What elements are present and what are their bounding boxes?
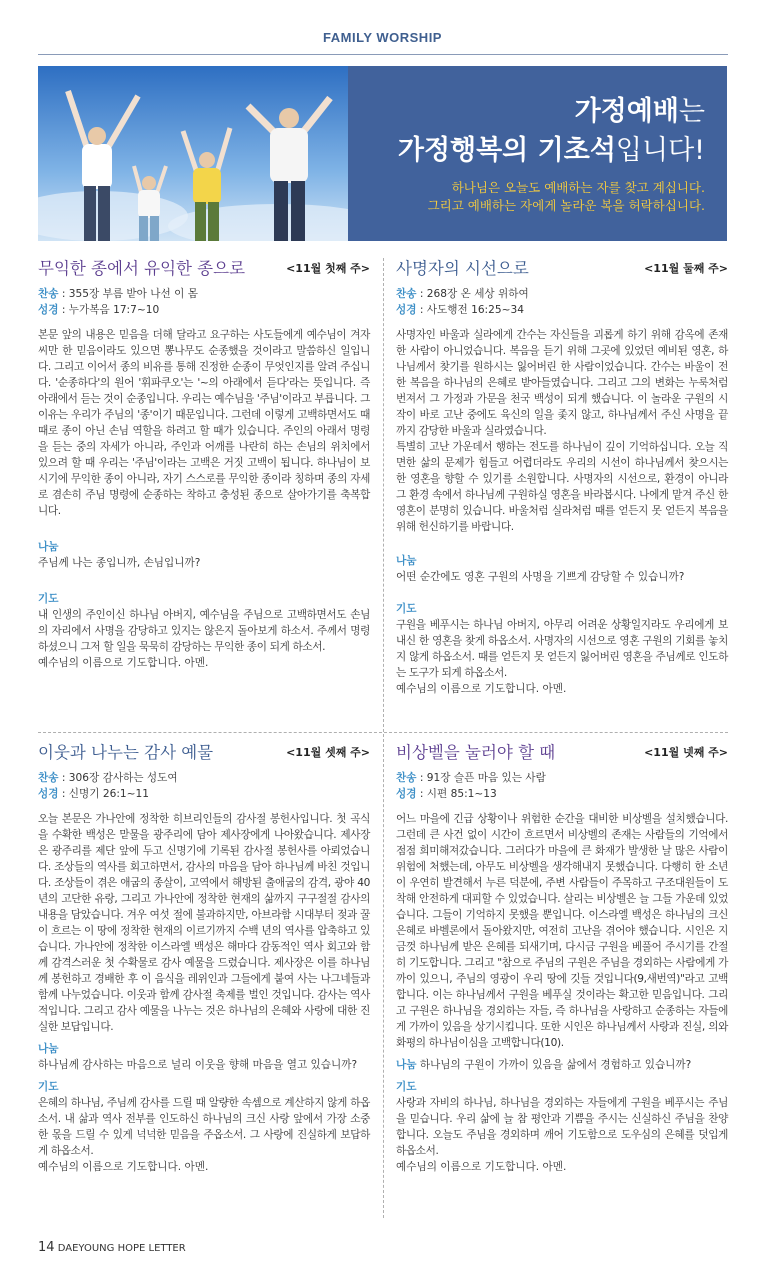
sermon-body: 오늘 본문은 가나안에 정착한 히브리인들의 감사절 봉헌사입니다. 첫 곡식을 수확한 백성은 맏물을 광주리에 담아 제사장에게 나아왔습니다. 제사장은 광주리를 제단 앞에 두고 신명기에 기록된 감사절 봉헌사를 아뢰었습니다. 조상들의 역사를 회고하면서, 감사의 마음을 담아 하나님께 바친 것입니다. 조상들이 겪은 애굽의 종살이, 고역에서 해방된 출애굽의 감격, 광야 40년의 고단한 유랑, 그리고 가나안에 정착한 현재의 삶까지 구구절절 감사의 내용을 담았습니다. 겨우 여섯 절에 불과하지만, 아브라함 시대부터 젖과 꿀이 흐르는 이 땅에 정착한 현재의 이르기까지 수백 년의 역사를 압축하고 있습니다. 가나안에 정착한 이스라엘 백성은 해마다 감동적인 역사 회고와 함께 감격스러운 첫 수확물로 감사 예물을 드렸습니다. 제사장은 이를 하나님께 봉헌하고 경배한 후 이 음식을 레위인과 그들에게 붙여 사는 나그네들과 함께 나누었습니다. 이웃과 함께 감사절 축제를 벌인 것입니다. 감사는 역사적입니다. 그리고 감사 예물을 나누는 것은 하나님의 은혜와 사랑에 대한 진실한 보답입니다. <box>38 813 370 1033</box>
prayer-text: 사랑과 자비의 하나님, 하나님을 경외하는 자들에게 구원을 베푸시는 주님을 믿습니다. 우리 삶에 늘 참 평안과 기쁨을 주시는 신실하신 주님을 찬양합니다. 오늘도 주님을 경외하며 깨어 기도함으로 도우심의 은혜를 덧입게 하옵소서. <box>396 1097 728 1157</box>
banner-subtitle-line2: 그리고 예배하는 자에게 놀라운 복을 허락하십니다. <box>427 198 705 213</box>
section-title: 이웃과 나누는 감사 예물 <box>38 743 214 762</box>
banner-subtitle-line1: 하나님은 오늘도 예배하는 자를 찾고 계십니다. <box>451 180 705 195</box>
prayer-heading: 기도 <box>396 1081 417 1093</box>
hymn-line: 찬송 : 306장 감사하는 성도여 <box>38 772 178 784</box>
prayer-closing: 예수님의 이름으로 기도합니다. 아멘. <box>38 657 209 669</box>
sermon-body: 사명자인 바울과 실라에게 간수는 자신들을 괴롭게 하기 위해 감옥에 존재한 사람이 아니었습니다. 복음을 듣기 위해 그곳에 있었던 예비된 영혼, 하나님께서 찾기를 원하시는 잃어버린 한 사람이었습니다. 간수는 바울이 전한 복음을 하나님의 은혜로 받아들였습니다. 그리고 그의 변화는 누룩처럼 번져서 그 가정과 가문을 천국 백성이 되게 했습니다. 이 놀라운 구원의 시작이 바로 고난 중에도 육신의 일을 좇지 않고, 하나님께서 주신 사명을 끝까지 감당한 바울과 실라였습니다. 특별히 고난 가운데서 행하는 전도를 하나님이 깊이 기억하십니다. 오늘 직면한 삶의 문제가 힘들고 어렵더라도 우리의 시선이 하나님께서 찾으시는 한 영혼을 향할 수 있기를 소원합니다. 사명자의 시선으로, 환경이 아니라 그 환경 속에서 하나님께 구원하실 영혼을 바라봅시다. 나에게 맡겨 주신 한 영혼이 분명히 있습니다. 바울처럼 실라처럼 때를 얻든지 못 얻든지 복음을 위해 헌신하기를 바랍니다. <box>396 329 728 533</box>
row-divider <box>38 732 728 733</box>
scripture-line: 성경 : 사도행전 16:25~34 <box>396 304 524 316</box>
footer <box>38 1240 186 1255</box>
prayer-heading: 기도 <box>38 593 59 605</box>
prayer-text: 은혜의 하나님, 주님께 감사를 드릴 때 알량한 속셈으로 계산하지 않게 하옵소서. 내 삶과 역사 전부를 인도하신 하나님의 크신 사랑 앞에서 가장 소중한 몫을 드릴 수 있게 넉넉한 믿음을 주옵소서. 그 사랑에 진실하게 보답하게 하옵소서. <box>38 1097 370 1157</box>
column-divider <box>383 258 384 1218</box>
prayer-closing: 예수님의 이름으로 기도합니다. 아멘. <box>396 1161 567 1173</box>
hymn-line: 찬송 : 268장 온 세상 위하여 <box>396 288 529 300</box>
share-heading: 나눔 <box>38 541 59 553</box>
share-heading: 나눔 <box>38 1043 59 1055</box>
scripture-line: 성경 : 시편 85:1~13 <box>396 788 497 800</box>
share-heading: 나눔 <box>396 555 417 567</box>
share-question: 하나님의 구원이 가까이 있음을 삶에서 경험하고 있습니까? <box>419 1059 692 1071</box>
section-title: 무익한 종에서 유익한 종으로 <box>38 259 246 278</box>
week-label: <11월 넷째 주> <box>644 746 728 759</box>
week-label: <11월 첫째 주> <box>286 262 370 275</box>
sermon-body: 본문 앞의 내용은 믿음을 더해 달라고 요구하는 사도들에게 예수님이 겨자씨만 한 믿음이라도 있으면 뽕나무도 순종했을 것이라고 말씀하신 일입니다. 그리고 이어서 종의 비유를 통해 진정한 순종이 무엇인지를 알려 주십니다. '순종하다'의 원어 '휘파쿠오'는 '~의 아래에서 듣다'라는 뜻입니다. 즉 아래에서 듣는 것이 순종입니다. 우리는 예수님을 '주님'이라고 부릅니다. 그 이유는 우리가 주님의 '종'이기 때문입니다. 그런데 이렇게 고백하면서도 때때로 종이 아닌 손님 역할을 하려고 할 때가 있습니다. 주인의 아래서 명령을 듣는 중의 자세가 아니라, 주인과 어깨를 나란히 하는 손님의 위치에서 있으려 할 때 우리는 '주님'이라는 고백은 거짓 고백이 됩니다. 하나님이 보시기에 무익한 종이 아니라, 자기 스스로를 무익한 종이라 칭하며 종의 자세로 겸손히 주님 명령에 순종하는 착하고 충성된 종으로 살아가기를 축복합니다. <box>38 329 370 517</box>
header-divider <box>38 54 728 55</box>
prayer-heading: 기도 <box>396 603 417 615</box>
prayer-text: 내 인생의 주인이신 하나님 아버지, 예수님을 주님으로 고백하면서도 손님의 자리에서 사명을 감당하고 있지는 않은지 돌아보게 하소서. 주께서 명령하셨으니 그저 할 일을 묵묵히 감당하는 무익한 종이 되게 하소서. <box>38 609 370 653</box>
section-week2 <box>396 258 728 697</box>
section-title: 비상벨을 눌러야 할 때 <box>396 743 556 762</box>
share-heading: 나눔 <box>396 1059 417 1071</box>
hymn-line: 찬송 : 91장 슬픈 마음 있는 사람 <box>396 772 546 784</box>
scripture-line: 성경 : 누가복음 17:7~10 <box>38 304 160 316</box>
week-label: <11월 셋째 주> <box>286 746 370 759</box>
share-question: 어떤 순간에도 영혼 구원의 사명을 기쁘게 감당할 수 있습니까? <box>396 571 685 583</box>
share-line <box>396 1057 728 1073</box>
section-week3 <box>38 742 370 1175</box>
section-week4 <box>396 742 728 1175</box>
section-week1 <box>38 258 370 671</box>
header-title: FAMILY WORSHIP <box>323 30 442 45</box>
prayer-closing: 예수님의 이름으로 기도합니다. 아멘. <box>396 683 567 695</box>
family-photo <box>38 66 348 241</box>
banner-title-line1: 가정예배는 <box>574 96 705 127</box>
sermon-body: 어느 마을에 긴급 상황이나 위험한 순간을 대비한 비상벨을 설치했습니다. 그런데 큰 사건 없이 시간이 흐르면서 비상벨의 존재는 사람들의 기억에서 점점 희미해져갔습니다. 그러다가 마을에 큰 화재가 발생한 날 많은 사람이 위험에 처했는데, 아무도 비상벨을 생각해내지 못했습니다. 다행히 한 소년이 우연히 발견해서 누른 덕분에, 주변 사람들이 주목하고 구조대원들이 도착해 안전하게 대피할 수 있었습니다. 살리는 비상벨은 늘 그들 가운데 있었습니다. 그들이 기억하지 못했을 뿐입니다. 이스라엘 백성은 하나님의 크신 은혜로 바벨론에서 돌아왔지만, 여전히 고난을 겪어야 했습니다. 시인은 지금껏 하나님께 받은 은혜를 되새기며, 다시금 구원을 베풀어 주시기를 간절히 기도합니다. 그리고 "참으로 주님의 구원은 주님을 경외하는 사람에게 가까이 있으니, 주님의 영광이 우리 땅에 깃들 것입니다(9,새번역)"라고 고백합니다. 이는 하나님께서 구원을 베푸실 것이라는 확고한 믿음입니다. 그리고 구원은 하나님을 경외하는 자들, 즉 하나님을 사랑하고 순종하는 자들에게 가까이 있음을 상기시킵니다. 또한 시인은 하나님께서 사랑과 진실, 의와 화평의 하나님이심을 고백합니다(10). <box>396 813 728 1049</box>
scripture-line: 성경 : 신명기 26:1~11 <box>38 788 149 800</box>
share-question: 주님께 나는 종입니까, 손님입니까? <box>38 557 201 569</box>
page-number: 14 <box>38 1240 55 1255</box>
publication-name: DAEYOUNG HOPE LETTER <box>57 1243 186 1254</box>
prayer-closing: 예수님의 이름으로 기도합니다. 아멘. <box>38 1161 209 1173</box>
prayer-heading: 기도 <box>38 1081 59 1093</box>
prayer-text: 구원을 베푸시는 하나님 아버지, 아무리 어려운 상황일지라도 우리에게 보내신 한 영혼을 찾게 하옵소서. 사명자의 시선으로 영혼 구원의 기회를 놓치지 않게 하옵소서. 때를 얻든지 못 얻든지 잃어버린 영혼을 주님께로 인도하는 도구가 되게 하옵소서. <box>396 619 728 679</box>
section-title: 사명자의 시선으로 <box>396 259 529 278</box>
hymn-line: 찬송 : 355장 부름 받아 나선 이 몸 <box>38 288 198 300</box>
share-question: 하나님께 감사하는 마음으로 널리 이웃을 향해 마음을 열고 있습니까? <box>38 1059 358 1071</box>
week-label: <11월 둘째 주> <box>644 262 728 275</box>
banner-title-line2: 가정행복의 기초석입니다! <box>397 135 705 166</box>
banner <box>38 66 727 241</box>
